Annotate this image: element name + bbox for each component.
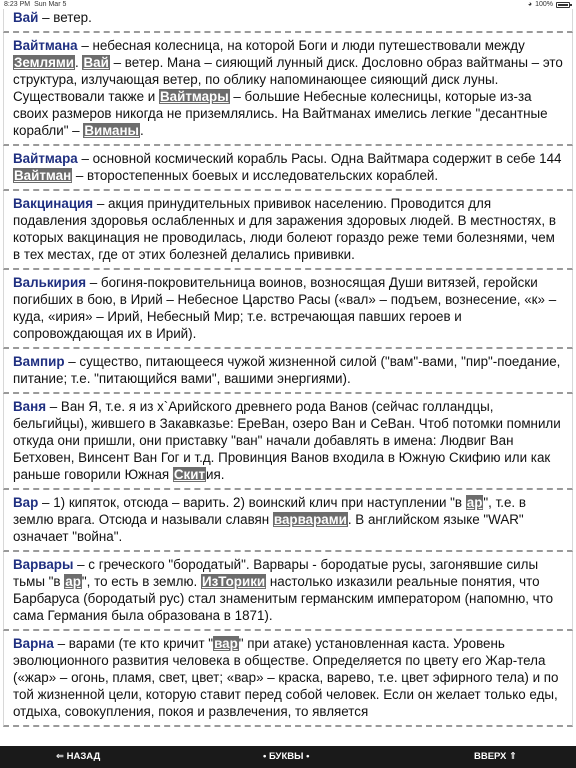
entry-term: Валькирия <box>13 275 87 290</box>
back-button[interactable]: ⇐ НАЗАД <box>56 751 101 762</box>
entry-term: Вампир <box>13 354 65 369</box>
entry-text: – богиня-покровительница воинов, возносящая Души витязей, геройски погибших в бою, в Ирий – Небесное Царство Расы («вал» – подъем, вознесение, «к» – куда, «ирия» – Ирий, Небесный Мир; т.е. встречающая павших героев и сопровождающая их в Ирий). <box>13 275 557 341</box>
link-vaitman[interactable]: Вайтман <box>14 168 72 183</box>
entry-term: Вакцинация <box>13 196 94 211</box>
entry-text: – существо, питающееся чужой жизненной силой ("вам"-вами, "пир"-поедание, питание; т.е. "питающийся вами", вашими энергиями). <box>13 354 561 386</box>
battery-icon <box>556 2 570 8</box>
letters-button[interactable]: • БУКВЫ • <box>263 751 310 762</box>
status-bar <box>0 0 576 9</box>
entry-term: Вайтмана <box>13 38 78 53</box>
entry-varna: Варна – варами (те кто кричит "вар" при атаке) установленная каста. Уровень эволюционного развития человека в обществе. Определяется по цвету его Жар-тела («жар» – огонь, пламя, свет, цвет; «вар» – краска, варево, т.е. цвет эфирного тела) и по той жизненной цели, которую ставит перед собой человек. Если он желает только еды, отдыха, совокупления, покоя и развлечения, то является <box>3 631 573 727</box>
battery-percent: 100% <box>535 1 553 8</box>
status-date: Sun Mar 5 <box>34 1 67 8</box>
link-vai[interactable]: Вай <box>83 55 109 70</box>
link-ar[interactable]: ар <box>65 574 81 589</box>
entry-vanya: Ваня – Ван Я, т.е. я из х`Арийского древнего рода Ванов (сейчас голландцы, бельгийцы), жившего в Закавказье: ЕреВан, озеро Ван и СеВан. Чтоб потомки помнили откуда они пришли, они приставку "ван" начали добавлять в имена: Людвиг Ван Бетховен, Винсент Ван Гог и т.д. Провинция Ванов входила в Южную Скифию или как раньше говорили Южная Скития. <box>3 394 573 490</box>
wifi-icon: ◕ <box>527 1 533 8</box>
bottom-nav-bar <box>0 746 576 768</box>
entry-valkiriya <box>3 270 573 349</box>
entry-term: Вар <box>13 495 39 510</box>
entry-vaitmara: Вайтмара – основной космический корабль Расы. Одна Вайтмара содержит в себе 144 Вайтман – второстепенных боевых и исследовательских кораблей. <box>3 146 573 191</box>
link-vaitmary[interactable]: Вайтмары <box>159 89 229 104</box>
entry-varvary: Варвары – с греческого "бородатый". Варвары - бородатые русы, загонявшие силы тьмы "в ар", то есть в землю. ИзТорики настолько изказили реальные понятия, что Барбаруса (бородатый рус) стал знаменитым германским императором (напомню, что сама Германия была образована в 1871). <box>3 552 573 631</box>
entry-term: Вайтмара <box>13 151 78 166</box>
link-varvarami[interactable]: варварами <box>273 512 347 527</box>
link-iztoriki[interactable]: ИзТорики <box>201 574 266 589</box>
entry-term: Варвары <box>13 557 74 572</box>
status-right <box>528 0 570 9</box>
entry-vaitmana: Вайтмана – небесная колесница, на которой Боги и люди путешествовали между Землями. Вай – ветер. Мана – сияющий лунный диск. Дословно образ вайтманы – это структура, излучающая ветер, по облику напоминающее сияющий диск луны. Существовали также и Вайтмары – большие Небесные колесницы, которые из-за своих размеров никогда не приземлялись. На Вайтманах имелись легкие "десантные корабли" – Виманы. <box>3 33 573 146</box>
link-zemlyami[interactable]: Землями <box>14 55 75 70</box>
status-time: 8:23 PM Sun Mar 5 <box>4 1 67 8</box>
entry-vaktsinatsiya <box>3 191 573 270</box>
entry-term: Вай <box>13 10 39 25</box>
entry-text: – акция принудительных прививок населению. Проводится для подавления здоровья ослабленных и для заражения здоровых людей. В местностях, в которых вакцинация не проводилась, люди болеют гораздо реже теми болезнями, чем в тех местах, где от этих болезней делались прививки. <box>13 196 556 262</box>
scroll-up-button[interactable]: ВВЕРХ ⇑ <box>474 751 517 762</box>
link-skit[interactable]: Скит <box>173 467 206 482</box>
link-ar[interactable]: ар <box>466 495 483 510</box>
glossary-list[interactable] <box>0 9 576 746</box>
entry-var: Вар – 1) кипяток, отсюда – варить. 2) воинский клич при наступлении "в ар", т.е. в землю врага. Отсюда и называли славян варварами. В английском языке "WAR" означает "война". <box>3 490 573 552</box>
entry-text: – ветер. <box>38 10 92 25</box>
entry-term: Ваня <box>13 399 47 414</box>
entry-vai <box>3 9 573 33</box>
entry-term: Варна <box>13 636 54 651</box>
link-var[interactable]: вар <box>214 636 238 651</box>
entry-vampir <box>3 349 573 394</box>
link-vimany[interactable]: Виманы <box>84 123 139 138</box>
